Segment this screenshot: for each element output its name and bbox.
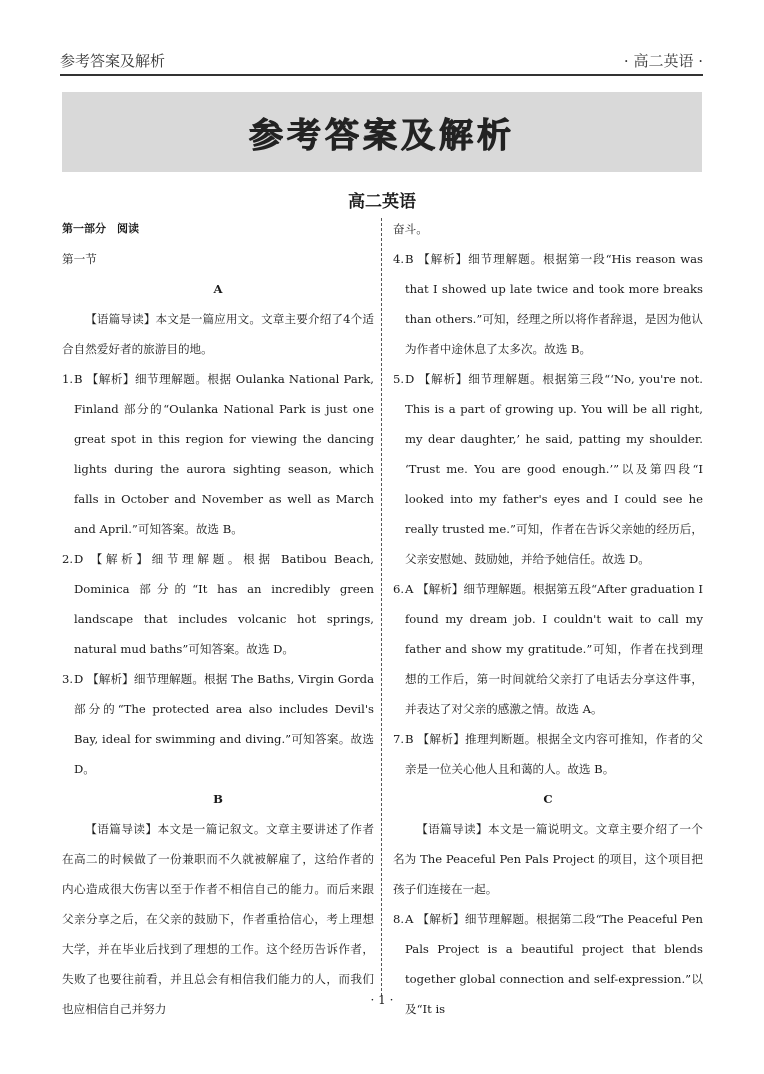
guide-b-continued: 奋斗。 xyxy=(393,222,428,236)
banner-title: 参考答案及解析 xyxy=(249,115,515,156)
answer-1 xyxy=(62,364,374,544)
answer-text: D 【解析】细节理解题。根据第三段“‘No, you're not. This is a part of growing up. You will be all right, my dear daughter,’ he said, patting my shoulder. ‘Trust me. You are good enough.’”以及第四段“I looked into my father's eyes and I could see he really trusted me.”可知，作者在告诉父亲她的经历后，父亲安慰她、鼓励她，并给予她信任。故选 D。 xyxy=(405,372,703,566)
guide-a: 【语篇导读】本文是一篇应用文。文章主要介绍了4个适合自然爱好者的旅游目的地。 xyxy=(62,312,374,356)
answer-text: B 【解析】细节理解题。根据第一段“His reason was that I showed up late twice and took more breaks than others.”可知，经理之所以将作者辞退，是因为他认为作者中途休息了太多次。故选 B。 xyxy=(405,252,703,356)
answer-text: A 【解析】细节理解题。根据第五段“After graduation I found my dream job. I couldn't wait to call my father and show my gratitude.”可知，作者在找到理想的工作后，第一时间就给父亲打了电话去分享这件事，并表达了对父亲的感激之情。故选 A。 xyxy=(405,582,703,716)
answer-7 xyxy=(393,724,703,784)
answer-number: 7. xyxy=(393,732,405,746)
guide-b: 【语篇导读】本文是一篇记叙文。文章主要讲述了作者在高二的时候做了一份兼职而不久就被解雇了，这给作者的内心造成很大伤害以至于作者不相信自己的能力。而后来跟父亲分享之后，在父亲的鼓励下，作者重拾信心，考上理想大学，并在毕业后找到了理想的工作。这个经历告诉作者，失败了也要往前看，并且总会有相信我们能力的人，而我们也应相信自己并努力 xyxy=(62,822,374,1016)
answer-2 xyxy=(62,544,374,664)
answer-text: D 【解析】细节理解题。根据 The Baths, Virgin Gorda 部分的“The protected area also includes Devil's Bay, ideal for swimming and diving.”可知答案。故选 D。 xyxy=(74,672,374,776)
answer-number: 3. xyxy=(62,672,74,686)
answer-number: 8. xyxy=(393,912,405,926)
section-heading: 第一节 xyxy=(62,252,97,266)
answer-text: A 【解析】细节理解题。根据第二段“The Peaceful Pen Pals Project is a beautiful project that blends together global connection and self-expression.”以及“It is xyxy=(405,912,703,1016)
guide-c: 【语篇导读】本文是一篇说明文。文章主要介绍了一个名为 The Peaceful Pen Pals Project 的项目，这个项目把孩子们连接在一起。 xyxy=(393,822,703,896)
column-divider xyxy=(381,218,382,996)
answer-number: 1. xyxy=(62,372,74,386)
answer-number: 4. xyxy=(393,252,405,266)
passage-a-heading: A xyxy=(213,282,223,296)
passage-b-heading: B xyxy=(213,792,223,806)
answer-text: B 【解析】细节理解题。根据 Oulanka National Park, Finland 部分的“Oulanka National Park is just one great spot in this region for viewing the dancing lights during the aurora sighting season, which falls in October and November as well as March and April.”可知答案。故选 B。 xyxy=(74,372,374,536)
answer-4 xyxy=(393,244,703,364)
title-banner xyxy=(62,92,702,172)
passage-c-heading: C xyxy=(543,792,553,806)
answer-3 xyxy=(62,664,374,784)
header-right-subject: · 高二英语 · xyxy=(623,52,703,70)
part-heading: 第一部分 阅读 xyxy=(62,222,139,235)
answer-number: 2. xyxy=(62,552,74,566)
answer-number: 6. xyxy=(393,582,405,596)
answer-number: 5. xyxy=(393,372,405,386)
answer-text: D 【解析】细节理解题。根据 Batibou Beach, Dominica 部分的“It has an incredibly green landscape that includes volcanic hot springs, natural mud baths”可知答案。故选 D。 xyxy=(74,552,374,656)
answer-6 xyxy=(393,574,703,724)
answer-5 xyxy=(393,364,703,574)
right-column xyxy=(393,214,703,1024)
subject-subtitle: 高二英语 xyxy=(348,192,416,212)
header-left-title: 参考答案及解析 xyxy=(60,52,166,70)
page-header xyxy=(60,46,703,76)
left-column xyxy=(62,214,374,1024)
page-number: · 1 · xyxy=(370,993,394,1007)
answer-text: B 【解析】推理判断题。根据全文内容可推知，作者的父亲是一位关心他人且和蔼的人。故选 B。 xyxy=(405,732,703,776)
